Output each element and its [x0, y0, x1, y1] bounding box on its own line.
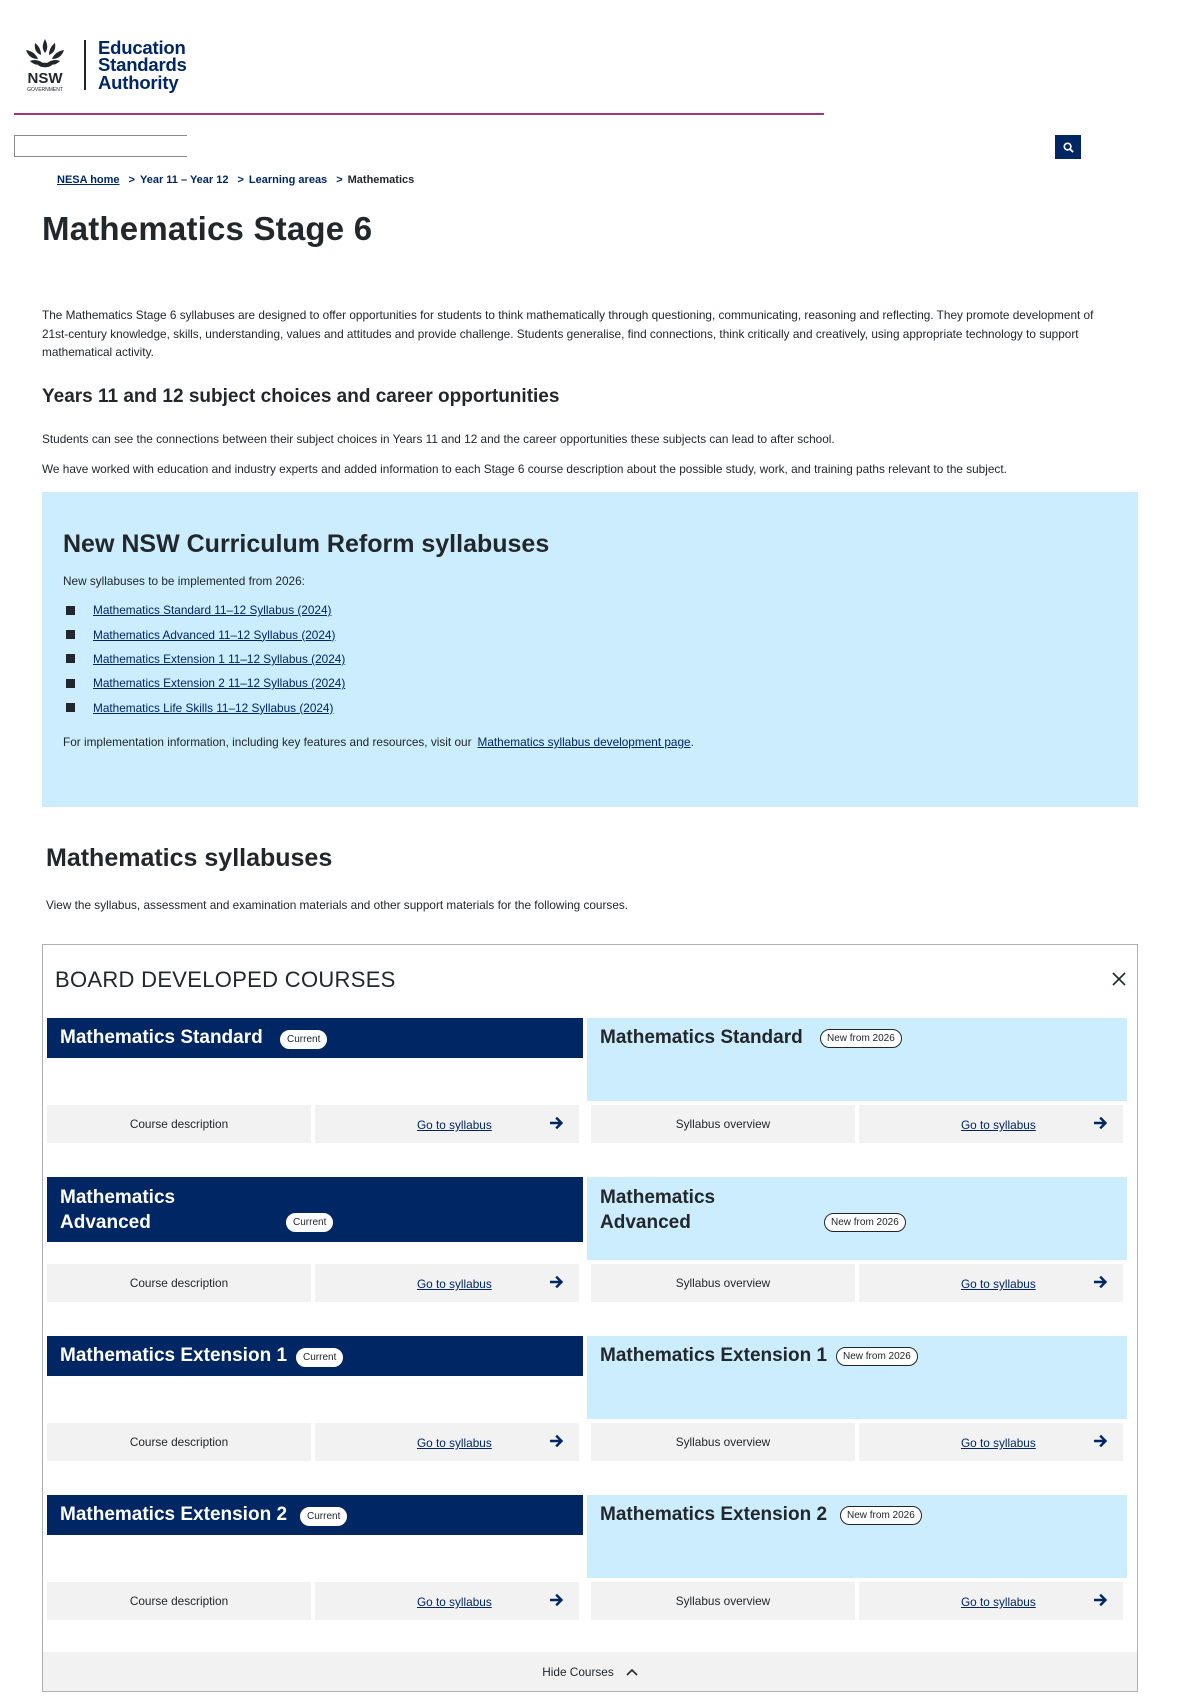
arrow-right-icon: [1094, 1434, 1108, 1448]
arrow-right-icon: [550, 1275, 564, 1289]
course-description-button[interactable]: Course description: [47, 1105, 311, 1143]
nesa-logo[interactable]: [20, 36, 187, 94]
go-to-syllabus-button[interactable]: [859, 1264, 1123, 1302]
new-course-header[interactable]: [587, 1018, 1127, 1101]
new-course-name: Mathematics Standard: [600, 1027, 803, 1048]
current-badge: Current: [300, 1507, 347, 1526]
new-course-name: Mathematics Advanced: [600, 1187, 716, 1233]
intro-paragraph: The Mathematics Stage 6 syllabuses are designed to offer opportunities for students to think mathematically through questioning, communicating, reasoning and reflecting. They promote development of 21st-century knowledge, skills, understanding, values and attitudes and provide challenge. Students generalise, find connections, think critically and creatively, using appropriate technology to support mathematical activity.: [42, 308, 1094, 359]
list-item: [63, 598, 345, 622]
square-bullet-icon: [66, 679, 75, 688]
career-heading: Years 11 and 12 subject choices and career opportunities: [42, 386, 560, 407]
implementation-text: For implementation information, including key features and resources, visit our Mathematics syllabus development page.: [63, 735, 694, 749]
svg-text:GOVERNMENT: GOVERNMENT: [27, 87, 63, 93]
current-badge: Current: [296, 1348, 343, 1367]
go-to-syllabus-link[interactable]: Go to syllabus: [417, 1277, 492, 1291]
square-bullet-icon: [66, 703, 75, 712]
arrow-right-icon: [1094, 1593, 1108, 1607]
current-course-name: Mathematics Extension 2: [60, 1504, 288, 1525]
list-item: [63, 647, 345, 671]
syllabuses-heading: Mathematics syllabuses: [46, 844, 333, 872]
syllabus-overview-button[interactable]: Syllabus overview: [591, 1582, 855, 1620]
current-course-name: Mathematics Advanced: [60, 1187, 176, 1233]
current-course-name: Mathematics Standard: [60, 1027, 263, 1048]
close-icon[interactable]: [1111, 971, 1127, 987]
course-row-mathematics-extension-1: [47, 1336, 1133, 1466]
syllabus-link-standard[interactable]: Mathematics Standard 11–12 Syllabus (2024): [93, 603, 332, 618]
search-input[interactable]: [14, 135, 187, 157]
career-paragraph-1: Students can see the connections between their subject choices in Years 11 and 12 and the career opportunities these subjects can lead to after school.: [42, 432, 835, 446]
breadcrumb-year-link[interactable]: Year 11 – Year 12: [139, 174, 229, 186]
course-row-mathematics-standard: [47, 1018, 1133, 1148]
syllabuses-lead: View the syllabus, assessment and examination materials and other support materials for the following courses.: [46, 898, 629, 912]
syllabus-overview-button[interactable]: Syllabus overview: [591, 1423, 855, 1461]
arrow-right-icon: [1094, 1116, 1108, 1130]
courses-box-title: BOARD DEVELOPED COURSES: [55, 967, 396, 992]
go-to-syllabus-link[interactable]: Go to syllabus: [417, 1118, 492, 1132]
search-icon: [1063, 142, 1074, 153]
syllabus-link-extension-1[interactable]: Mathematics Extension 1 11–12 Syllabus (2024): [93, 651, 346, 666]
reform-syllabus-list: [63, 598, 345, 720]
logo-wordmark: Education Standards Authority: [98, 36, 187, 93]
breadcrumb-learning-areas-link[interactable]: Learning areas: [248, 174, 328, 186]
go-to-syllabus-link[interactable]: Go to syllabus: [961, 1436, 1036, 1450]
new-course-name: Mathematics Extension 2: [600, 1504, 828, 1525]
breadcrumb-separator: >: [336, 174, 343, 186]
reform-title: New NSW Curriculum Reform syllabuses: [63, 530, 550, 558]
arrow-right-icon: [550, 1593, 564, 1607]
syllabus-overview-button[interactable]: Syllabus overview: [591, 1264, 855, 1302]
arrow-right-icon: [550, 1434, 564, 1448]
go-to-syllabus-button[interactable]: [859, 1105, 1123, 1143]
hide-courses-button[interactable]: Hide Courses: [43, 1652, 1137, 1691]
go-to-syllabus-button[interactable]: [315, 1264, 579, 1302]
logo-divider: [84, 40, 86, 90]
go-to-syllabus-link[interactable]: Go to syllabus: [961, 1118, 1036, 1132]
square-bullet-icon: [66, 630, 75, 639]
syllabus-development-link[interactable]: Mathematics syllabus development page: [477, 735, 691, 749]
breadcrumb-separator: >: [128, 174, 135, 186]
go-to-syllabus-button[interactable]: [315, 1105, 579, 1143]
go-to-syllabus-link[interactable]: Go to syllabus: [417, 1595, 492, 1609]
new-from-2026-badge: New from 2026: [820, 1029, 902, 1048]
list-item: [63, 671, 345, 695]
current-course-name: Mathematics Extension 1: [60, 1345, 288, 1366]
career-paragraph-2: We have worked with education and industry experts and added information to each Stage 6 course description about the possible study, work, and training paths relevant to the subject.: [42, 462, 1007, 476]
course-row-mathematics-extension-2: [47, 1495, 1133, 1625]
course-description-button[interactable]: Course description: [47, 1423, 311, 1461]
new-course-name: Mathematics Extension 1: [600, 1345, 828, 1366]
go-to-syllabus-link[interactable]: Go to syllabus: [961, 1277, 1036, 1291]
arrow-right-icon: [1094, 1275, 1108, 1289]
current-course-header[interactable]: [47, 1018, 583, 1058]
list-item: [63, 696, 345, 720]
page-title: Mathematics Stage 6: [42, 210, 373, 247]
search-button[interactable]: [1055, 135, 1081, 159]
arrow-right-icon: [550, 1116, 564, 1130]
square-bullet-icon: [66, 654, 75, 663]
waratah-logo-icon: [20, 37, 70, 93]
go-to-syllabus-button[interactable]: [315, 1423, 579, 1461]
breadcrumb-separator: >: [237, 174, 244, 186]
breadcrumb: [57, 174, 414, 186]
syllabus-link-advanced[interactable]: Mathematics Advanced 11–12 Syllabus (2024): [93, 627, 336, 642]
new-course-header[interactable]: [587, 1336, 1127, 1419]
current-badge: Current: [286, 1213, 333, 1232]
new-course-header[interactable]: [587, 1177, 1127, 1260]
new-from-2026-badge: New from 2026: [836, 1347, 918, 1366]
course-description-button[interactable]: Course description: [47, 1582, 311, 1620]
current-course-header[interactable]: [47, 1177, 583, 1242]
course-row-mathematics-advanced: [47, 1177, 1133, 1307]
new-from-2026-badge: New from 2026: [840, 1506, 922, 1525]
course-description-button[interactable]: Course description: [47, 1264, 311, 1302]
breadcrumb-current: Mathematics: [347, 174, 415, 186]
list-item: [63, 622, 345, 646]
current-course-header[interactable]: [47, 1495, 583, 1535]
curriculum-reform-panel: [42, 492, 1138, 807]
syllabus-overview-button[interactable]: Syllabus overview: [591, 1105, 855, 1143]
go-to-syllabus-button[interactable]: [859, 1582, 1123, 1620]
new-course-header[interactable]: [587, 1495, 1127, 1578]
current-course-header[interactable]: [47, 1336, 583, 1376]
go-to-syllabus-button[interactable]: [315, 1582, 579, 1620]
syllabus-link-life-skills[interactable]: Mathematics Life Skills 11–12 Syllabus (2024): [93, 700, 334, 715]
go-to-syllabus-button[interactable]: [859, 1423, 1123, 1461]
new-from-2026-badge: New from 2026: [824, 1213, 906, 1232]
reform-lead: New syllabuses to be implemented from 2026:: [63, 574, 305, 588]
breadcrumb-home-link[interactable]: NESA home: [57, 174, 120, 186]
current-badge: Current: [280, 1030, 327, 1049]
square-bullet-icon: [66, 606, 75, 615]
header-divider: [14, 113, 824, 115]
go-to-syllabus-link[interactable]: Go to syllabus: [961, 1595, 1036, 1609]
board-developed-courses: [42, 944, 1138, 1692]
chevron-up-icon: [626, 1668, 638, 1676]
go-to-syllabus-link[interactable]: Go to syllabus: [417, 1436, 492, 1450]
svg-text:NSW: NSW: [27, 70, 63, 87]
syllabus-link-extension-2[interactable]: Mathematics Extension 2 11–12 Syllabus (2024): [93, 676, 346, 691]
